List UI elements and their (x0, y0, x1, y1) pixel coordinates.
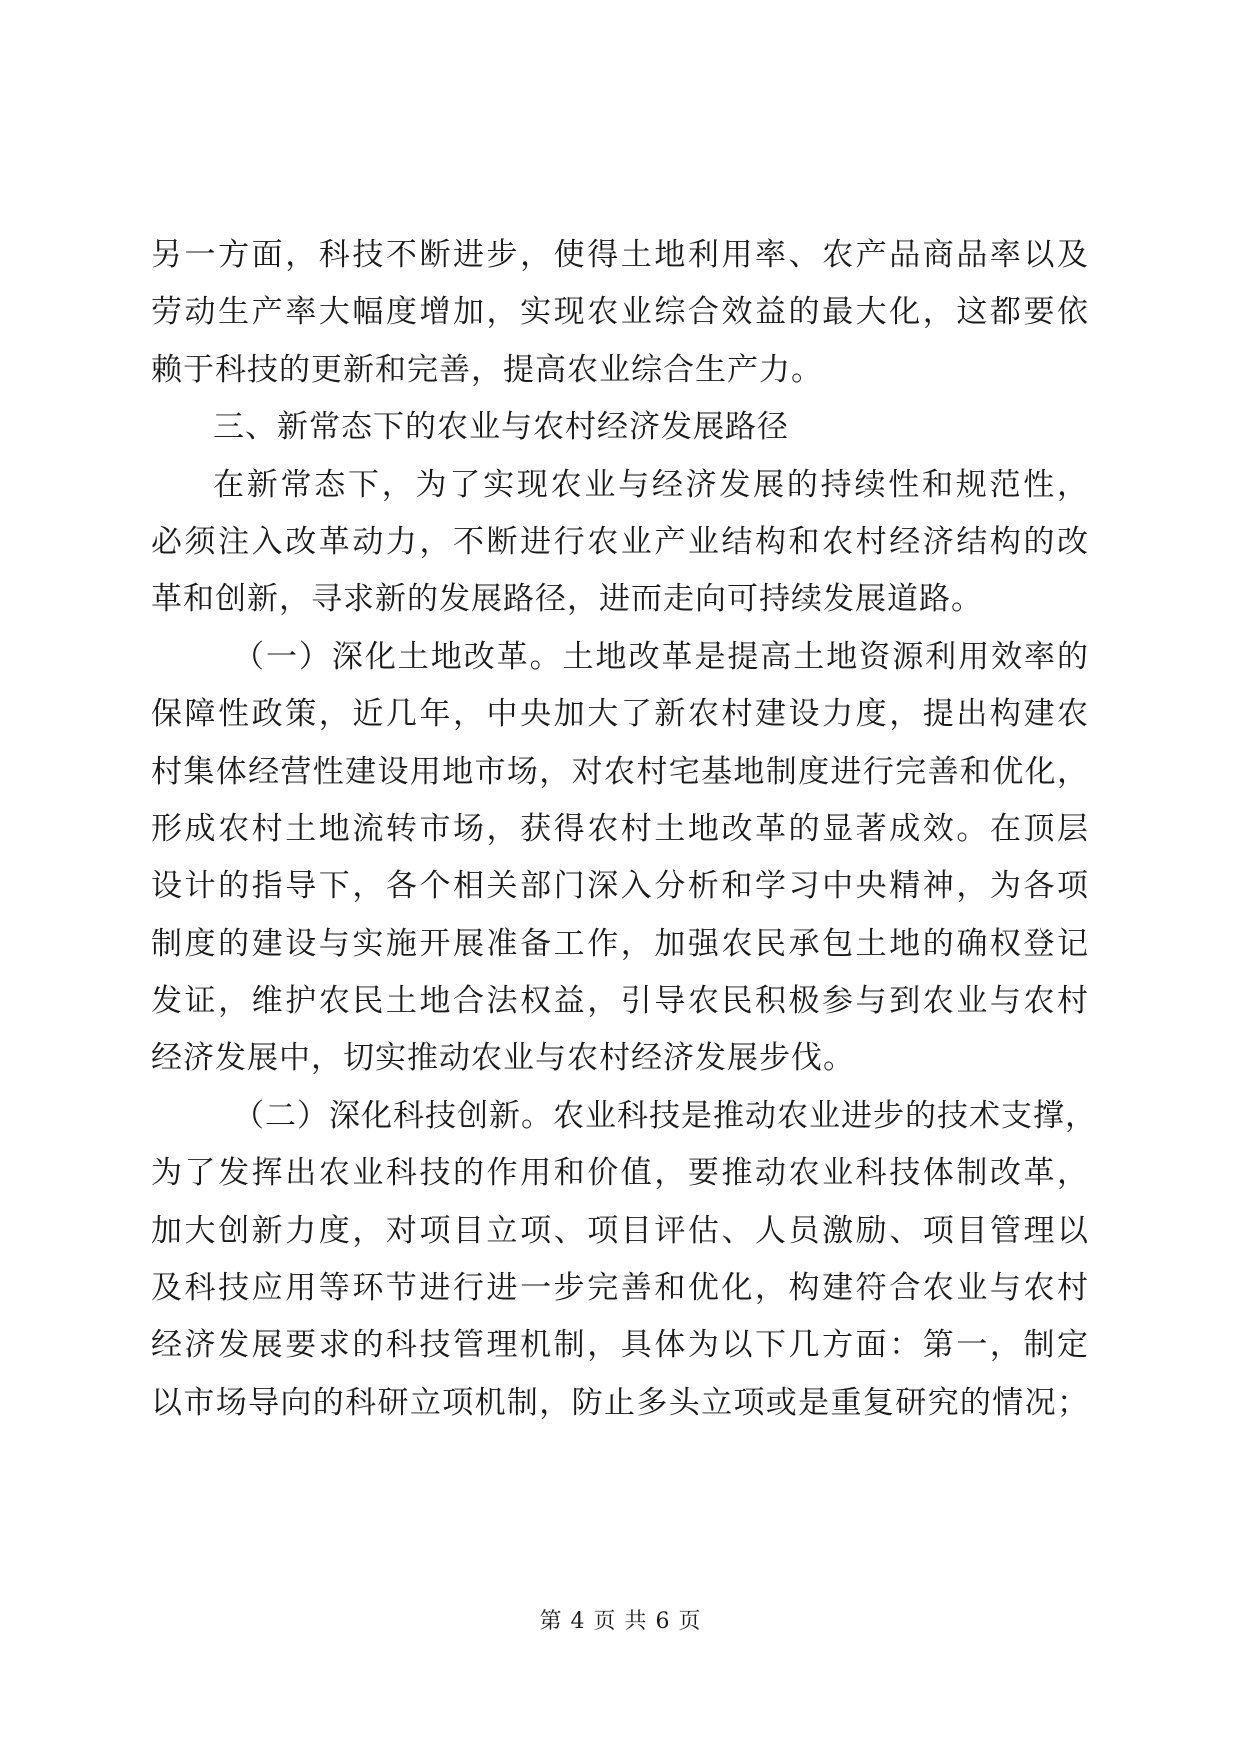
text-line: 革和创新，寻求新的发展路径，进而走向可持续发展道路。 (151, 581, 983, 618)
text-line: 发证，维护农民土地合法权益，引导农民积极参与到农业与农村 (151, 983, 1089, 1020)
text-line: 经济发展要求的科技管理机制，具体为以下几方面：第一，制定 (151, 1327, 1089, 1364)
text-line: 为了发挥出农业科技的作用和价值，要推动农业科技体制改革， (151, 1155, 1089, 1192)
text-line: 制度的建设与实施开展准备工作，加强农民承包土地的确权登记 (151, 925, 1089, 962)
text-line: 在新常态下，为了实现农业与经济发展的持续性和规范性， (213, 466, 1089, 503)
text-line: 以市场导向的科研立项机制，防止多头立项或是重复研究的情况； (151, 1384, 1089, 1421)
text-line: 设计的指导下，各个相关部门深入分析和学习中央精神，为各项 (151, 868, 1089, 905)
subsection-line: （一）深化土地改革。土地改革是提高土地资源利用效率的 (233, 638, 1089, 675)
text-line: 及科技应用等环节进行进一步完善和优化，构建符合农业与农村 (151, 1270, 1089, 1307)
page-footer: 第 4 页 共 6 页 (539, 1609, 702, 1634)
text-line: 保障性政策，近几年，中央加大了新农村建设力度，提出构建农 (151, 696, 1089, 733)
subsection-line: （二）深化科技创新。农业科技是推动农业进步的技术支撑， (233, 1097, 1097, 1134)
body-text (151, 227, 1097, 1432)
text-line: 加大创新力度，对项目立项、项目评估、人员激励、项目管理以 (151, 1212, 1089, 1249)
text-line: 经济发展中，切实推动农业与农村经济发展步伐。 (151, 1040, 855, 1077)
text-line: 赖于科技的更新和完善，提高农业综合生产力。 (151, 351, 823, 388)
text-line: 形成农村土地流转市场，获得农村土地改革的显著成效。在顶层 (151, 810, 1089, 847)
text-line: 劳动生产率大幅度增加，实现农业综合效益的最大化，这都要依 (151, 294, 1089, 331)
text-line: 村集体经营性建设用地市场，对农村宅基地制度进行完善和优化， (151, 753, 1089, 790)
text-line: 必须注入改革动力，不断进行农业产业结构和农村经济结构的改 (151, 523, 1089, 560)
section-heading: 三、新常态下的农业与农村经济发展路径 (213, 409, 789, 446)
text-line: 另一方面，科技不断进步，使得土地利用率、农产品商品率以及 (151, 237, 1089, 273)
